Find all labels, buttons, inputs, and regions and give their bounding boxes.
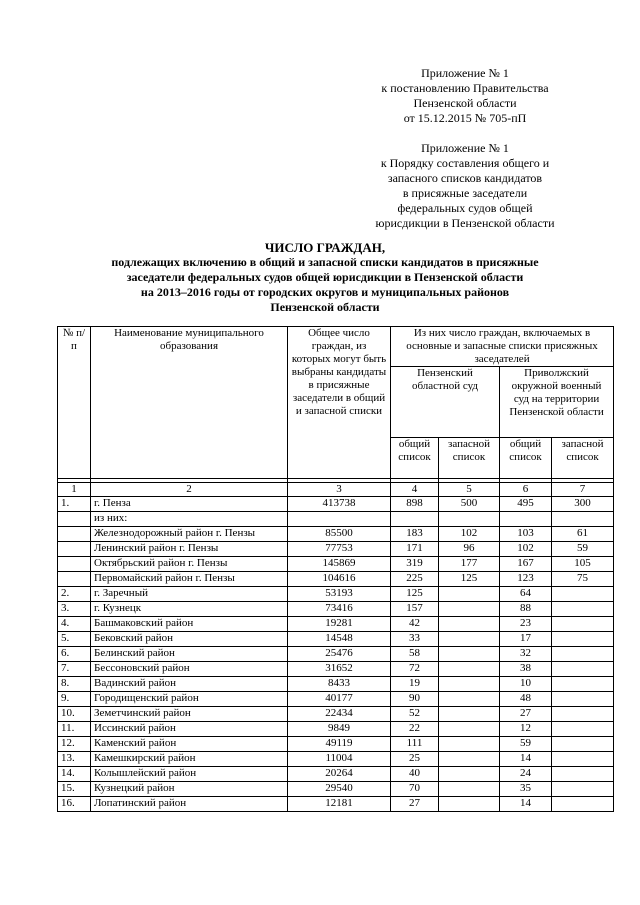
row-total: 22434 — [288, 707, 391, 722]
row-military-reserve — [552, 602, 614, 617]
row-regional-reserve — [439, 782, 500, 797]
table-row — [58, 587, 614, 602]
row-military-reserve — [552, 782, 614, 797]
row-total: 104616 — [288, 572, 391, 587]
row-name: Каменский район — [91, 737, 288, 752]
table-row — [58, 797, 614, 812]
row-number: 6. — [58, 647, 91, 662]
row-regional-general: 225 — [391, 572, 439, 587]
row-number: 16. — [58, 797, 91, 812]
header-general-list: общий список — [391, 438, 439, 479]
header-general-list: общий список — [500, 438, 552, 479]
row-total: 8433 — [288, 677, 391, 692]
row-name: г. Пенза — [91, 497, 288, 512]
row-name: Кузнецкий район — [91, 782, 288, 797]
appendix-line: в присяжные заседатели — [402, 186, 528, 200]
row-name: г. Кузнецк — [91, 602, 288, 617]
header-regional-court: Пензенский областной суд — [391, 367, 500, 438]
row-regional-reserve — [439, 677, 500, 692]
table-row — [58, 737, 614, 752]
row-regional-general: 171 — [391, 542, 439, 557]
row-number: 1. — [58, 497, 91, 512]
row-regional-general: 19 — [391, 677, 439, 692]
row-number — [58, 527, 91, 542]
title-subline: на 2013–2016 годы от городских округов и муниципальных районов — [140, 285, 510, 299]
row-name: Камешкирский район — [91, 752, 288, 767]
title-subline: заседатели федеральных судов общей юрисдикции в Пензенской области — [126, 270, 524, 284]
row-total: 29540 — [288, 782, 391, 797]
table-body — [58, 497, 614, 812]
row-military-general: 102 — [500, 542, 552, 557]
row-regional-reserve — [439, 587, 500, 602]
row-military-reserve — [552, 752, 614, 767]
row-number: 2. — [58, 587, 91, 602]
row-military-general: 12 — [500, 722, 552, 737]
row-regional-general: 70 — [391, 782, 439, 797]
row-regional-reserve — [439, 602, 500, 617]
column-number: 7 — [552, 483, 614, 497]
row-regional-reserve — [439, 647, 500, 662]
row-name: Лопатинский район — [91, 797, 288, 812]
row-total: 40177 — [288, 692, 391, 707]
row-number — [58, 557, 91, 572]
column-number: 5 — [439, 483, 500, 497]
table-row — [58, 542, 614, 557]
row-regional-general: 58 — [391, 647, 439, 662]
table-row — [58, 677, 614, 692]
row-total: 11004 — [288, 752, 391, 767]
appendix-line: юрисдикции в Пензенской области — [375, 216, 555, 230]
row-number: 9. — [58, 692, 91, 707]
row-regional-general: 90 — [391, 692, 439, 707]
title-main: ЧИСЛО ГРАЖДАН, — [264, 240, 386, 255]
row-military-general: 103 — [500, 527, 552, 542]
appendix-line: Приложение № 1 — [421, 141, 509, 155]
row-regional-general — [391, 512, 439, 527]
appendix-line: федеральных судов общей — [397, 201, 533, 215]
row-number: 3. — [58, 602, 91, 617]
row-regional-reserve — [439, 632, 500, 647]
row-military-reserve — [552, 587, 614, 602]
row-military-reserve: 300 — [552, 497, 614, 512]
table-row — [58, 767, 614, 782]
header-number: № п/п — [58, 327, 91, 479]
row-regional-general: 33 — [391, 632, 439, 647]
row-number: 8. — [58, 677, 91, 692]
title-subline: Пензенской области — [270, 300, 380, 314]
row-total: 49119 — [288, 737, 391, 752]
row-number — [58, 572, 91, 587]
row-name: Иссинский район — [91, 722, 288, 737]
row-regional-reserve — [439, 767, 500, 782]
row-military-reserve — [552, 512, 614, 527]
row-military-general — [500, 512, 552, 527]
row-military-reserve — [552, 662, 614, 677]
row-total: 145869 — [288, 557, 391, 572]
row-regional-general: 22 — [391, 722, 439, 737]
row-regional-general: 111 — [391, 737, 439, 752]
row-regional-reserve: 500 — [439, 497, 500, 512]
row-name: Октябрьский район г. Пензы — [91, 557, 288, 572]
row-military-general: 14 — [500, 752, 552, 767]
row-number — [58, 542, 91, 557]
row-military-general: 23 — [500, 617, 552, 632]
table-row — [58, 722, 614, 737]
row-military-reserve — [552, 632, 614, 647]
row-military-reserve — [552, 722, 614, 737]
row-total: 31652 — [288, 662, 391, 677]
column-number: 4 — [391, 483, 439, 497]
row-regional-reserve — [439, 692, 500, 707]
row-name: Белинский район — [91, 647, 288, 662]
row-total: 9849 — [288, 722, 391, 737]
table-row — [58, 782, 614, 797]
table-row — [58, 662, 614, 677]
row-name: Городищенский район — [91, 692, 288, 707]
header-military-court: Приволжский окружной военный суд на территории Пензенской области — [500, 367, 614, 438]
row-military-reserve — [552, 797, 614, 812]
column-number: 6 — [500, 483, 552, 497]
row-total: 77753 — [288, 542, 391, 557]
appendix-government-decree — [350, 66, 580, 126]
header-total: Общее число граждан, из которых могут быть выбраны кандидаты в присяжные заседатели в общий и запасной списки — [288, 327, 391, 479]
appendix-line: Приложение № 1 — [421, 66, 509, 80]
row-military-reserve — [552, 692, 614, 707]
row-regional-general: 40 — [391, 767, 439, 782]
table-row — [58, 497, 614, 512]
row-regional-general: 27 — [391, 797, 439, 812]
row-name: Бековский район — [91, 632, 288, 647]
row-total — [288, 512, 391, 527]
row-military-reserve: 75 — [552, 572, 614, 587]
row-number: 14. — [58, 767, 91, 782]
table-row — [58, 572, 614, 587]
row-regional-reserve — [439, 662, 500, 677]
row-regional-general: 52 — [391, 707, 439, 722]
row-name: Вадинский район — [91, 677, 288, 692]
row-regional-general: 898 — [391, 497, 439, 512]
row-military-general: 59 — [500, 737, 552, 752]
row-military-reserve: 59 — [552, 542, 614, 557]
row-regional-reserve — [439, 617, 500, 632]
row-name: из них: — [91, 512, 288, 527]
table-row — [58, 692, 614, 707]
row-military-reserve — [552, 707, 614, 722]
row-military-general: 27 — [500, 707, 552, 722]
row-total: 14548 — [288, 632, 391, 647]
appendix-procedure — [350, 141, 580, 231]
row-military-general: 32 — [500, 647, 552, 662]
row-total: 19281 — [288, 617, 391, 632]
row-regional-general: 25 — [391, 752, 439, 767]
row-number: 13. — [58, 752, 91, 767]
header-name: Наименование муниципального образования — [91, 327, 288, 479]
appendix-line: к Порядку составления общего и — [380, 156, 550, 170]
row-regional-reserve — [439, 752, 500, 767]
row-regional-general: 72 — [391, 662, 439, 677]
row-name: Бессоновский район — [91, 662, 288, 677]
row-military-general: 17 — [500, 632, 552, 647]
row-military-general: 10 — [500, 677, 552, 692]
table-row — [58, 602, 614, 617]
row-regional-general: 125 — [391, 587, 439, 602]
row-name: Башмаковский район — [91, 617, 288, 632]
table-row — [58, 557, 614, 572]
row-military-general: 14 — [500, 797, 552, 812]
column-number: 2 — [91, 483, 288, 497]
row-number: 5. — [58, 632, 91, 647]
row-number: 7. — [58, 662, 91, 677]
appendix-line: от 15.12.2015 № 705-пП — [403, 111, 527, 125]
row-military-general: 38 — [500, 662, 552, 677]
row-regional-reserve — [439, 722, 500, 737]
column-number: 1 — [58, 483, 91, 497]
row-name: Колышлейский район — [91, 767, 288, 782]
table-row — [58, 647, 614, 662]
row-military-reserve: 105 — [552, 557, 614, 572]
row-total: 73416 — [288, 602, 391, 617]
row-number: 4. — [58, 617, 91, 632]
row-military-reserve: 61 — [552, 527, 614, 542]
row-regional-reserve — [439, 797, 500, 812]
row-number — [58, 512, 91, 527]
row-military-general: 88 — [500, 602, 552, 617]
header-reserve-list: запасной список — [439, 438, 500, 479]
row-military-reserve — [552, 677, 614, 692]
row-military-general: 167 — [500, 557, 552, 572]
row-military-reserve — [552, 647, 614, 662]
row-name: г. Заречный — [91, 587, 288, 602]
appendix-line: запасного списков кандидатов — [387, 171, 543, 185]
header-group: Из них число граждан, включаемых в основные и запасные списки присяжных заседателей — [391, 327, 614, 367]
table-row — [58, 752, 614, 767]
row-military-reserve — [552, 617, 614, 632]
table-row — [58, 617, 614, 632]
row-number: 10. — [58, 707, 91, 722]
column-numbers-row — [58, 483, 614, 497]
table-row — [58, 707, 614, 722]
row-military-general: 24 — [500, 767, 552, 782]
appendix-line: Пензенской области — [413, 96, 517, 110]
appendix-line: к постановлению Правительства — [381, 81, 549, 95]
row-regional-general: 183 — [391, 527, 439, 542]
row-total: 20264 — [288, 767, 391, 782]
row-total: 413738 — [288, 497, 391, 512]
row-regional-reserve: 102 — [439, 527, 500, 542]
row-number: 15. — [58, 782, 91, 797]
row-name: Ленинский район г. Пензы — [91, 542, 288, 557]
row-military-reserve — [552, 767, 614, 782]
row-regional-general: 42 — [391, 617, 439, 632]
table-row — [58, 512, 614, 527]
row-regional-reserve: 177 — [439, 557, 500, 572]
header-reserve-list: запасной список — [552, 438, 614, 479]
table-row — [58, 632, 614, 647]
row-military-general: 123 — [500, 572, 552, 587]
row-regional-reserve — [439, 707, 500, 722]
row-regional-reserve: 125 — [439, 572, 500, 587]
column-number: 3 — [288, 483, 391, 497]
row-total: 53193 — [288, 587, 391, 602]
row-military-general: 495 — [500, 497, 552, 512]
document-title — [60, 240, 590, 315]
row-military-reserve — [552, 737, 614, 752]
title-subline: подлежащих включению в общий и запасной списки кандидатов в присяжные — [111, 255, 539, 269]
row-name: Земетчинский район — [91, 707, 288, 722]
row-total: 85500 — [288, 527, 391, 542]
jurors-table — [57, 326, 614, 812]
row-total: 25476 — [288, 647, 391, 662]
row-regional-reserve — [439, 737, 500, 752]
row-number: 12. — [58, 737, 91, 752]
row-military-general: 64 — [500, 587, 552, 602]
row-name: Железнодорожный район г. Пензы — [91, 527, 288, 542]
table-row — [58, 527, 614, 542]
row-military-general: 35 — [500, 782, 552, 797]
row-name: Первомайский район г. Пензы — [91, 572, 288, 587]
row-total: 12181 — [288, 797, 391, 812]
row-regional-general: 157 — [391, 602, 439, 617]
row-number: 11. — [58, 722, 91, 737]
row-regional-general: 319 — [391, 557, 439, 572]
row-military-general: 48 — [500, 692, 552, 707]
row-regional-reserve: 96 — [439, 542, 500, 557]
row-regional-reserve — [439, 512, 500, 527]
